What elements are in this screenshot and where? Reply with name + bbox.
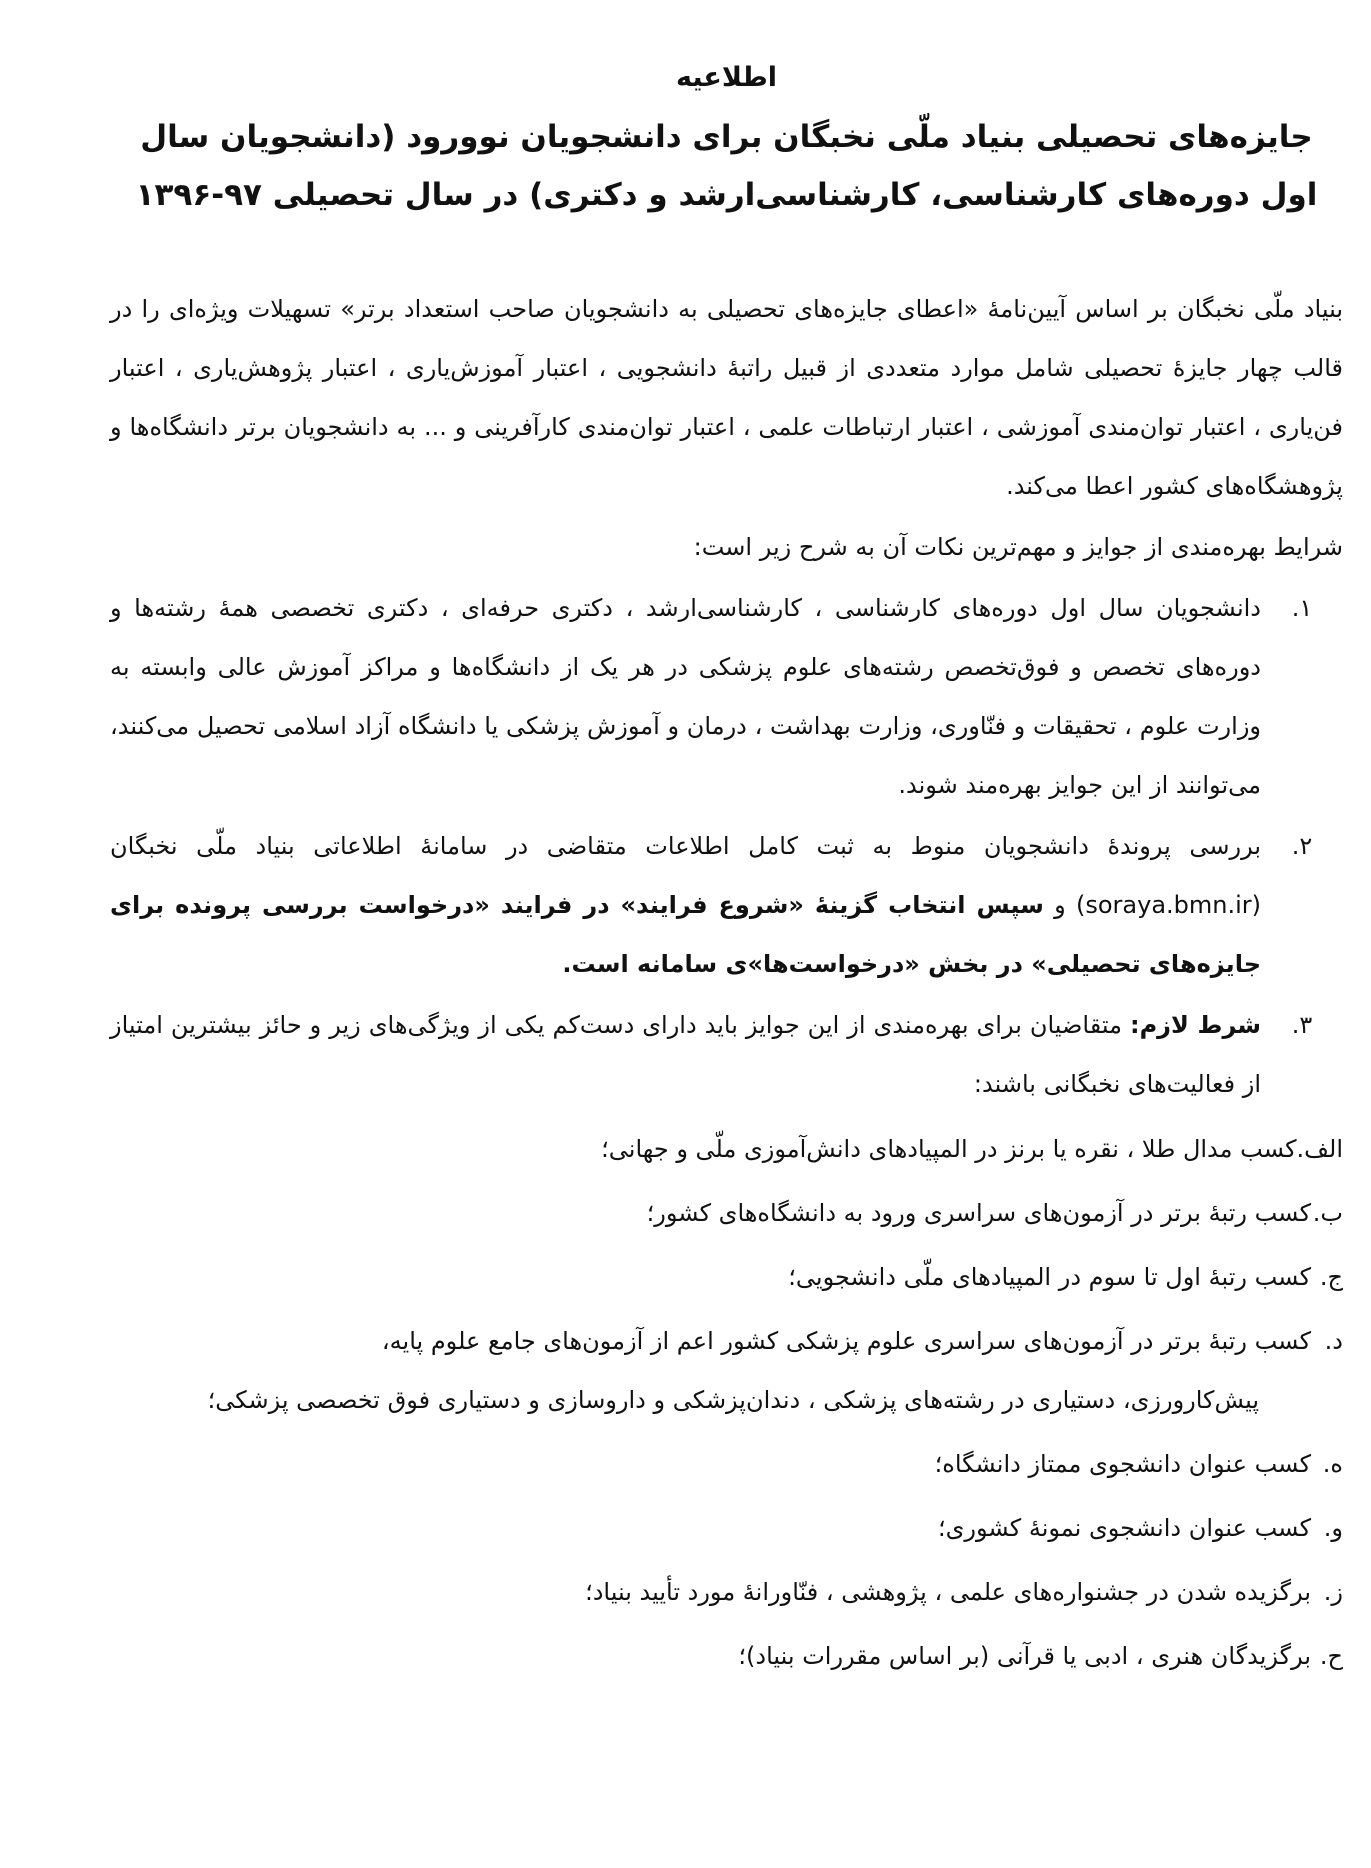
document-title: جایزه‌های تحصیلی بنیاد ملّی نخبگان برای دانشجویان نوورود (دانشجویان سال اول دوره‌های کارشناسی، کارشناسی‌ارشد و دکتری) در سال تحصیلی ۹۷-۱۳۹۶: [135, 119, 1318, 213]
eligibility-item-a: [110, 1120, 1343, 1179]
sub-letter: ج.: [1319, 1263, 1343, 1291]
numbered-item-2: [110, 817, 1343, 994]
conditions-lead: شرایط بهره‌مندی از جوایز و مهم‌ترین نکات آن به شرح زیر است:: [693, 533, 1343, 561]
item-number: ۱.: [1291, 594, 1313, 622]
eligibility-list: [110, 1120, 1343, 1686]
document-header: [110, 58, 1343, 224]
sub-letter: د.: [1324, 1327, 1343, 1355]
eligibility-item-h: [110, 1627, 1343, 1686]
numbered-item-3: [110, 996, 1343, 1114]
sub-letter: ب.: [1312, 1199, 1343, 1227]
item-text-block: [110, 817, 1261, 994]
sub-text: کسب رتبهٔ اول تا سوم در المپیادهای ملّی دانشجویی؛: [788, 1263, 1311, 1291]
sub-text-block: [110, 1312, 1311, 1430]
eligibility-item-g: [110, 1563, 1343, 1622]
item-text-block: [110, 996, 1261, 1114]
item-bold-text: سپس انتخاب گزینهٔ «شروع فرایند» در فرایند «درخواست بررسی پرونده برای جایزه‌های تحصیلی» در بخش «درخواست‌ها»ی سامانه است.: [110, 891, 1261, 978]
system-url: (soraya.bmn.ir): [1075, 891, 1261, 919]
document-body: [110, 280, 1343, 1686]
eligibility-item-e: [110, 1435, 1343, 1494]
sub-letter: ح.: [1319, 1642, 1343, 1670]
sub-letter: و.: [1323, 1514, 1343, 1542]
numbered-item-1: [110, 579, 1343, 815]
sub-text: برگزیده شدن در جشنواره‌های علمی ، پژوهشی ، فنّاورانهٔ مورد تأیید بنیاد؛: [585, 1578, 1311, 1606]
sub-text: برگزیدگان هنری ، ادبی یا قرآنی (بر اساس مقررات بنیاد)؛: [738, 1642, 1311, 1670]
sub-text: کسب رتبهٔ برتر در آزمون‌های سراسری ورود به دانشگاه‌های کشور؛: [646, 1199, 1311, 1227]
item-number: ۲.: [1291, 832, 1313, 860]
eligibility-item-d: [110, 1312, 1343, 1430]
eligibility-item-c: [110, 1248, 1343, 1307]
eligibility-item-b: [110, 1184, 1343, 1243]
sub-text: کسب عنوان دانشجوی نمونهٔ کشوری؛: [937, 1514, 1311, 1542]
sub-text: کسب مدال طلا ، نقره یا برنز در المپیادهای دانش‌آموزی ملّی و جهانی؛: [601, 1135, 1297, 1163]
sub-letter: ه.: [1322, 1450, 1343, 1478]
requirement-label: شرط لازم:: [1129, 1011, 1262, 1039]
sub-letter: الف.: [1296, 1135, 1343, 1163]
sub-text-continuation: پیش‌کارورزی، دستیاری در رشته‌های پزشکی ، دندان‌پزشکی و داروسازی و دستیاری فوق تخصصی پزشکی؛: [207, 1386, 1259, 1414]
item-connector: و: [1054, 891, 1066, 919]
announcement-label: اطلاعیه: [675, 62, 778, 93]
eligibility-item-f: [110, 1499, 1343, 1558]
sub-text: کسب عنوان دانشجوی ممتاز دانشگاه؛: [934, 1450, 1311, 1478]
intro-paragraph: بنیاد ملّی نخبگان بر اساس آیین‌نامهٔ «اعطای جایزه‌های تحصیلی به دانشجویان صاحب استعداد برتر» تسهیلات ویژه‌ای را در قالب چهار جایزهٔ تحصیلی شامل موارد متعددی از قبیل راتبهٔ دانشجویی ، اعتبار آموزش‌یاری ، اعتبار پژوهش‌یاری ، اعتبار فن‌یاری ، اعتبار توان‌مندی آموزشی ، اعتبار ارتباطات علمی ، اعتبار توان‌مندی کارآفرینی و ... به دانشجویان برتر دانشگاه‌ها و پژوهشگاه‌های کشور اعطا می‌کند.: [110, 295, 1343, 500]
sub-text: کسب رتبهٔ برتر در آزمون‌های سراسری علوم پزشکی کشور اعم از آزمون‌های جامع علوم پایه،: [381, 1327, 1311, 1355]
item-text: متقاضیان برای بهره‌مندی از این جوایز باید دارای دست‌کم یکی از ویژگی‌های زیر و حائز بیشترین امتیاز از فعالیت‌های نخبگانی باشند:: [110, 1011, 1261, 1098]
item-text: دانشجویان سال اول دوره‌های کارشناسی ، کارشناسی‌ارشد ، دکتری حرفه‌ای ، دکتری تخصصی همهٔ رشته‌ها و دوره‌های تخصص و فوق‌تخصص رشته‌های علوم پزشکی در هر یک از دانشگاه‌ها و مراکز آموزش عالی وابسته به وزارت علوم ، تحقیقات و فنّاوری، وزارت بهداشت ، درمان و آموزش پزشکی یا دانشگاه آزاد اسلامی تحصیل می‌کنند، می‌توانند از این جوایز بهره‌مند شوند.: [110, 594, 1261, 799]
item-text: بررسی پروندهٔ دانشجویان منوط به ثبت کامل اطلاعات متقاضی در سامانهٔ اطلاعاتی بنیاد ملّی نخبگان: [110, 832, 1261, 860]
item-number: ۳.: [1291, 1011, 1313, 1039]
sub-letter: ز.: [1323, 1578, 1343, 1606]
